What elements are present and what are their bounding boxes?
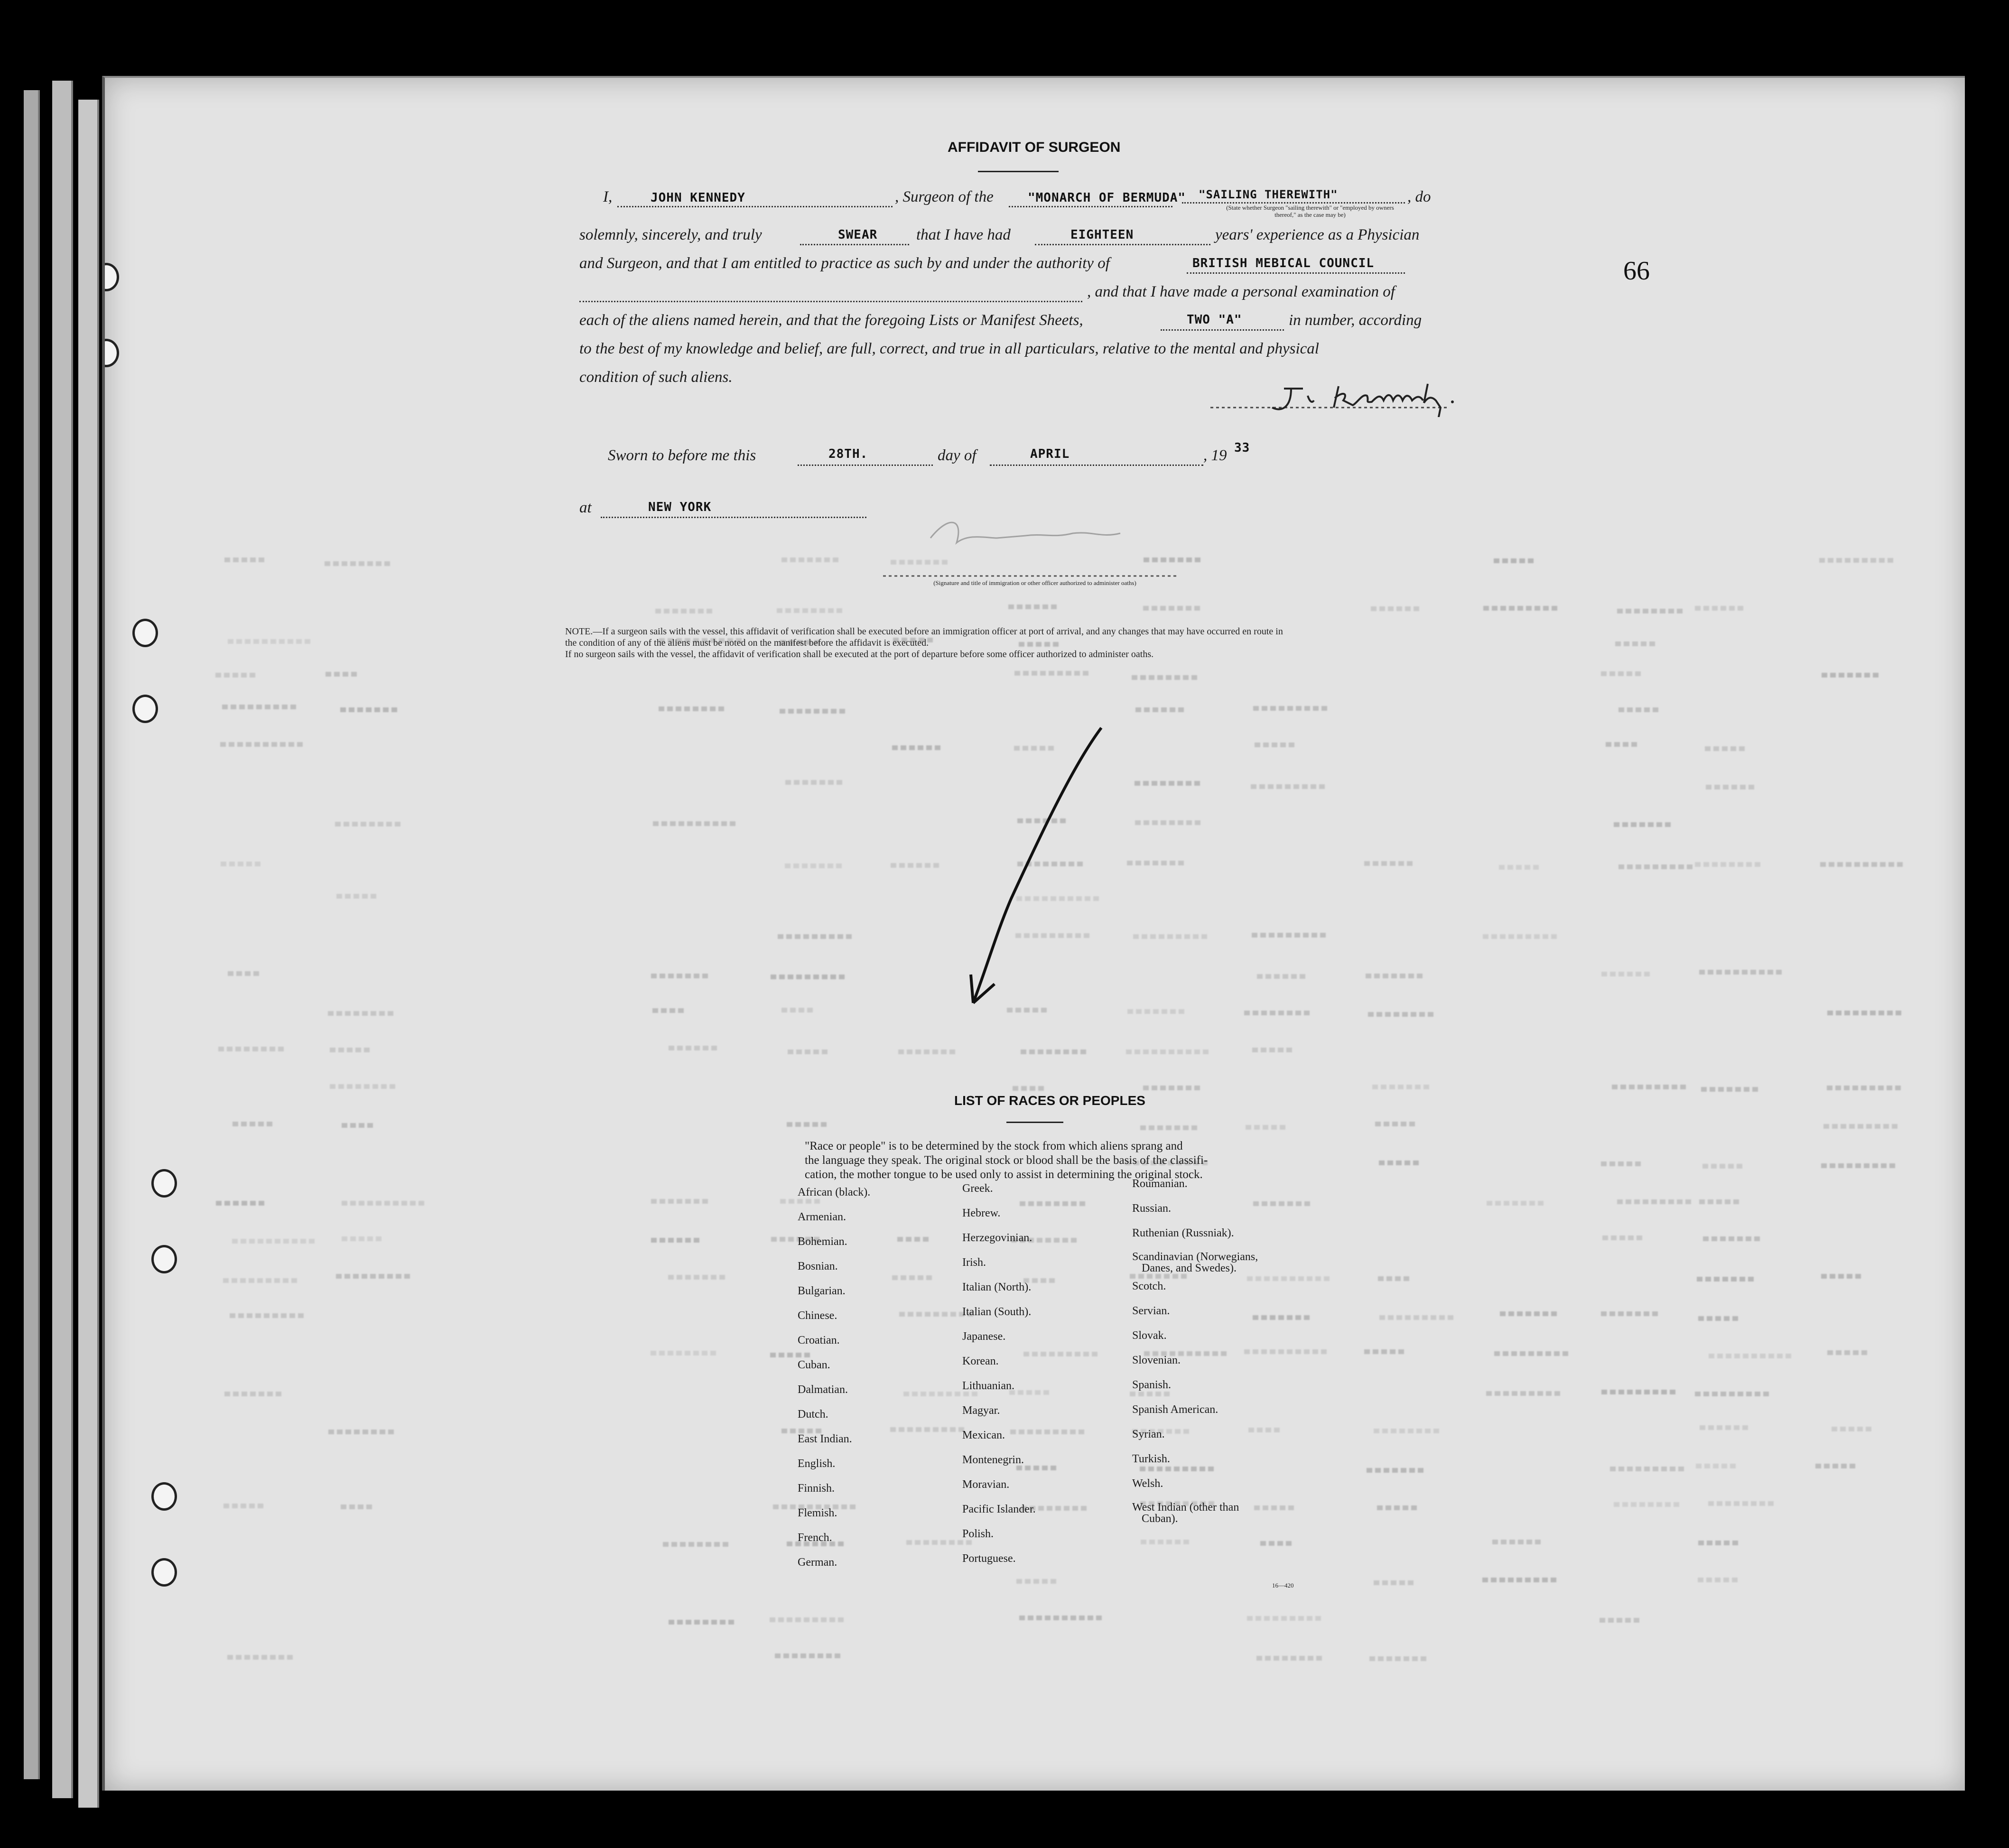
races-intro-line: cation, the mother tongue to be used only to assist in determining the original stock.	[805, 1168, 1203, 1181]
dotted-line	[617, 206, 893, 207]
bleed-through-mark	[1379, 1161, 1422, 1165]
affidavit-note	[565, 626, 1283, 660]
text-day-of: day of	[938, 447, 977, 464]
bleed-through-mark	[233, 1122, 275, 1126]
races-column-3	[1132, 1171, 1258, 1524]
punch-hole	[132, 619, 158, 647]
bleed-through-mark	[228, 639, 313, 644]
race-item: Moravian.	[962, 1478, 1010, 1491]
bleed-through-mark	[1141, 1540, 1192, 1544]
sworn-place: NEW YORK	[648, 500, 712, 514]
sworn-day: 28TH.	[828, 447, 868, 461]
race-item: Italian (South).	[962, 1306, 1032, 1318]
race-item: Greek.	[962, 1182, 993, 1195]
years-experience: EIGHTEEN	[1070, 228, 1134, 242]
bleed-through-mark	[1614, 1502, 1682, 1507]
bleed-through-mark	[1820, 862, 1906, 867]
bleed-through-mark	[1126, 1049, 1211, 1054]
bleed-through-mark	[1500, 1311, 1560, 1316]
bleed-through-mark	[1371, 606, 1422, 611]
punch-hole	[102, 339, 119, 367]
bleed-through-mark	[341, 1504, 375, 1509]
race-item: Lithuanian.	[962, 1380, 1014, 1392]
race-item: Cuban).	[1142, 1513, 1178, 1525]
punch-hole	[102, 263, 119, 291]
arrow-mark	[959, 718, 1111, 1098]
text-authority: and Surgeon, and that I am entitled to practice as such by and under the authority of	[579, 255, 1110, 272]
officer-signature-caption: (Signature and title of immigration or other officer authorized to administer oaths)	[933, 579, 1136, 586]
bleed-through-mark	[1364, 861, 1415, 866]
bleed-through-mark	[651, 1238, 702, 1243]
bleed-through-mark	[1252, 1048, 1295, 1052]
licensing-authority: BRITISH MEBICAL COUNCIL	[1192, 256, 1375, 270]
bleed-through-mark	[1702, 1164, 1745, 1169]
bleed-through-mark	[223, 1278, 300, 1283]
bleed-through-mark	[336, 1274, 413, 1279]
bleed-through-mark	[224, 1392, 284, 1396]
bleed-through-mark	[223, 1504, 266, 1508]
races-intro-line: the language they speak. The original stock or blood shall be the basis of the classifi-	[805, 1154, 1208, 1167]
race-item: Servian.	[1132, 1305, 1170, 1317]
bleed-through-mark	[1492, 1540, 1544, 1544]
bleed-through-mark	[1610, 1467, 1687, 1471]
bleed-through-mark	[1483, 934, 1560, 939]
punch-hole	[151, 1482, 177, 1511]
title-underline	[978, 171, 1059, 172]
race-item: French.	[798, 1532, 832, 1544]
race-item: Korean.	[962, 1355, 999, 1367]
bleed-through-mark	[1697, 1277, 1757, 1282]
race-item: Dutch.	[798, 1408, 828, 1421]
bleed-through-mark	[1253, 1201, 1313, 1206]
text-do: , do	[1407, 188, 1431, 205]
bleed-through-mark	[1487, 1201, 1546, 1206]
race-item: Dalmatian.	[798, 1384, 848, 1396]
race-item: Flemish.	[798, 1507, 837, 1519]
bleed-through-mark	[1698, 1578, 1740, 1582]
manifest-page	[102, 76, 1965, 1791]
race-item: Japanese.	[962, 1330, 1006, 1343]
surgeon-status: "SAILING THEREWITH"	[1199, 188, 1338, 201]
page-edge	[52, 81, 73, 1798]
sworn-year: 33	[1234, 441, 1250, 455]
bleed-through-mark	[669, 1046, 720, 1050]
bleed-through-mark	[1143, 1086, 1203, 1090]
punch-hole	[151, 1245, 177, 1273]
race-item: Bulgarian.	[798, 1285, 846, 1297]
bleed-through-mark	[342, 1201, 427, 1206]
bleed-through-mark	[1377, 1505, 1420, 1510]
text-years-experience: years' experience as a Physician	[1215, 226, 1420, 243]
race-item: English.	[798, 1458, 836, 1470]
bleed-through-mark	[1832, 1427, 1874, 1431]
bleed-through-mark	[775, 1653, 843, 1658]
surgeon-name: JOHN KENNEDY	[651, 191, 745, 205]
race-item: Slovenian.	[1132, 1354, 1181, 1366]
race-item: Portuguese.	[962, 1552, 1016, 1565]
bleed-through-mark	[1135, 707, 1187, 712]
bleed-through-mark	[1253, 706, 1330, 711]
races-intro-line: "Race or people" is to be determined by the stock from which aliens sprang and	[805, 1140, 1183, 1152]
bleed-through-mark	[1494, 558, 1536, 563]
bleed-through-mark	[659, 706, 727, 711]
sworn-month: APRIL	[1030, 447, 1070, 461]
manifest-sheet-count: TWO "A"	[1187, 313, 1242, 327]
race-item: German.	[798, 1556, 837, 1569]
race-item: Cuban.	[798, 1359, 830, 1371]
bleed-through-mark	[326, 672, 360, 677]
race-item: Danes, and Swedes).	[1142, 1262, 1237, 1274]
bleed-through-mark	[330, 1048, 372, 1052]
bleed-through-mark	[1695, 1392, 1772, 1396]
text-sworn: Sworn to before me this	[608, 447, 756, 464]
bleed-through-mark	[1695, 862, 1763, 867]
bleed-through-mark	[1823, 1124, 1900, 1129]
text-best-knowledge: to the best of my knowledge and belief, are full, correct, and true in all particulars, relative to the mental and physical	[579, 340, 1319, 357]
bleed-through-mark	[1821, 1274, 1864, 1279]
punch-hole	[151, 1169, 177, 1198]
bleed-through-mark	[1257, 974, 1308, 979]
bleed-through-mark	[1132, 675, 1200, 680]
bleed-through-mark	[220, 742, 306, 747]
bleed-through-mark	[652, 1008, 687, 1013]
race-item: Herzegovinian.	[962, 1232, 1032, 1244]
text-aliens-named: each of the aliens named herein, and that the foregoing Lists or Manifest Sheets,	[579, 312, 1083, 329]
race-item: Chinese.	[798, 1309, 837, 1322]
note-line: NOTE.—If a surgeon sails with the vessel, this affidavit of verification shall be executed before an immigration officer at port of arrival, and any changes that may have occurred en route in	[565, 626, 1283, 637]
page-number: 66	[1623, 256, 1650, 286]
bleed-through-mark	[1379, 1315, 1456, 1320]
bleed-through-mark	[770, 1617, 846, 1622]
race-item: Croatian.	[798, 1334, 840, 1347]
race-item: Scotch.	[1132, 1280, 1166, 1292]
bleed-through-mark	[785, 780, 845, 785]
bleed-through-mark	[1251, 784, 1328, 789]
bleed-through-mark	[1696, 1464, 1739, 1468]
races-column-2	[962, 1176, 1036, 1571]
bleed-through-mark	[1143, 606, 1203, 611]
bleed-through-mark	[1601, 1311, 1661, 1316]
oath-type: SWEAR	[838, 228, 878, 242]
race-item: Armenian.	[798, 1211, 846, 1223]
bleed-through-mark	[785, 864, 845, 868]
bleed-through-mark	[1617, 609, 1685, 613]
race-item: Finnish.	[798, 1482, 835, 1495]
dotted-line	[1035, 244, 1210, 245]
bleed-through-mark	[1499, 865, 1542, 870]
punch-hole	[132, 695, 158, 723]
bleed-through-mark	[1827, 1350, 1870, 1355]
race-item: West Indian (other than	[1132, 1501, 1239, 1514]
bleed-through-mark	[1482, 1578, 1559, 1582]
bleed-through-mark	[651, 1351, 719, 1356]
bleed-through-mark	[1372, 1085, 1432, 1089]
bleed-through-mark	[653, 821, 738, 826]
text-at: at	[579, 499, 592, 516]
bleed-through-mark	[1602, 1235, 1645, 1240]
bleed-through-mark	[222, 705, 299, 709]
text-19: , 19	[1203, 447, 1227, 464]
race-item: Syrian.	[1132, 1428, 1165, 1440]
bleed-through-mark	[1140, 1125, 1200, 1130]
text-solemnly: solemnly, sincerely, and truly	[579, 226, 762, 243]
race-item: Turkish.	[1132, 1453, 1170, 1465]
bleed-through-mark	[778, 934, 855, 939]
bleed-through-mark	[1699, 970, 1785, 975]
bleed-through-mark	[897, 1237, 931, 1242]
bleed-through-mark	[898, 1049, 958, 1054]
dotted-line	[800, 244, 909, 245]
bleed-through-mark	[651, 1199, 711, 1204]
race-item: Magyar.	[962, 1404, 1000, 1417]
race-item: Irish.	[962, 1256, 986, 1269]
bleed-through-mark	[1821, 1163, 1898, 1168]
bleed-through-mark	[336, 894, 379, 899]
bleed-through-mark	[777, 608, 845, 613]
bleed-through-mark	[655, 609, 715, 613]
bleed-through-mark	[781, 557, 841, 562]
bleed-through-mark	[224, 557, 267, 562]
bleed-through-mark	[1700, 1425, 1751, 1430]
bleed-through-mark	[1244, 1011, 1312, 1015]
note-line: If no surgeon sails with the vessel, the affidavit of verification shall be executed at the port of departure before some officer authorized to administer oaths.	[565, 649, 1154, 659]
bleed-through-mark	[1252, 933, 1329, 938]
ship-name: "MONARCH OF BERMUDA"	[1028, 191, 1186, 205]
bleed-through-mark	[1014, 671, 1091, 676]
page-edge	[78, 100, 99, 1808]
bleed-through-mark	[1617, 1199, 1694, 1204]
bleed-through-mark	[1601, 1390, 1678, 1394]
bleed-through-mark	[230, 1313, 307, 1318]
race-item: Bohemian.	[798, 1235, 847, 1248]
text-condition: condition of such aliens.	[579, 369, 733, 386]
race-item: Hebrew.	[962, 1207, 1001, 1219]
bleed-through-mark	[1701, 1087, 1761, 1092]
bleed-through-mark	[1260, 1541, 1294, 1546]
bleed-through-mark	[1008, 604, 1060, 609]
bleed-through-mark	[1368, 1012, 1436, 1017]
bleed-through-mark	[892, 745, 943, 750]
bleed-through-mark	[651, 974, 711, 978]
bleed-through-mark	[787, 1122, 829, 1127]
bleed-through-mark	[1247, 1276, 1332, 1281]
bleed-through-mark	[1127, 861, 1187, 865]
bleed-through-mark	[771, 975, 847, 979]
bleed-through-mark	[1706, 785, 1757, 789]
bleed-through-mark	[1494, 1351, 1571, 1356]
bleed-through-mark	[1827, 1011, 1904, 1015]
bleed-through-mark	[1256, 1656, 1325, 1661]
bleed-through-mark	[1601, 972, 1653, 976]
bleed-through-mark	[215, 673, 258, 678]
race-item: Welsh.	[1132, 1477, 1163, 1490]
bleed-through-mark	[1822, 673, 1881, 678]
bleed-through-mark	[1019, 1616, 1105, 1620]
race-item: Polish.	[962, 1528, 994, 1540]
text-personal-exam: , and that I have made a personal examination of	[1087, 283, 1395, 300]
bleed-through-mark	[780, 709, 848, 714]
affidavit-title: AFFIDAVIT OF SURGEON	[948, 139, 1121, 155]
bleed-through-mark	[1618, 864, 1695, 869]
race-item: Spanish.	[1132, 1379, 1172, 1391]
bleed-through-mark	[1606, 742, 1640, 747]
bleed-through-mark	[1375, 1122, 1418, 1126]
bleed-through-mark	[1369, 1656, 1429, 1661]
race-item: Russian.	[1132, 1202, 1172, 1215]
race-item: Slovak.	[1132, 1329, 1167, 1342]
bleed-through-mark	[328, 1430, 397, 1434]
bleed-through-mark	[1483, 606, 1560, 611]
bleed-through-mark	[1618, 707, 1661, 712]
bleed-through-mark	[1135, 820, 1203, 825]
text-in-number: in number, according	[1289, 312, 1422, 329]
page-edge	[24, 90, 40, 1779]
bleed-through-mark	[340, 707, 400, 712]
bleed-through-mark	[1374, 1429, 1442, 1433]
text-that-i-have-had: that I have had	[916, 226, 1011, 243]
bleed-through-mark	[232, 1239, 317, 1244]
races-title: LIST OF RACES OR PEOPLES	[954, 1093, 1145, 1108]
bleed-through-mark	[1827, 1086, 1904, 1090]
races-underline	[1006, 1122, 1063, 1123]
bleed-through-mark	[1366, 974, 1425, 978]
bleed-through-mark	[342, 1123, 376, 1128]
race-item: Scandinavian (Norwegians,	[1132, 1251, 1258, 1263]
bleed-through-mark	[1615, 641, 1658, 646]
bleed-through-mark	[228, 971, 262, 976]
dotted-line	[1161, 329, 1284, 331]
bleed-through-mark	[1698, 1316, 1741, 1321]
race-item: Roumanian.	[1132, 1178, 1188, 1190]
bleed-through-mark	[892, 1275, 935, 1280]
bleed-through-mark	[891, 863, 942, 868]
dotted-line	[1187, 272, 1405, 274]
bleed-through-mark	[1601, 1161, 1644, 1166]
bleed-through-mark	[890, 1427, 967, 1432]
bleed-through-mark	[335, 822, 403, 826]
officer-signature	[874, 505, 1215, 581]
race-item: Ruthenian (Russniak).	[1132, 1227, 1234, 1239]
bleed-through-mark	[1253, 1315, 1312, 1320]
bleed-through-mark	[1374, 1580, 1416, 1585]
bleed-through-mark	[1709, 1354, 1794, 1358]
bleed-through-mark	[1246, 1125, 1288, 1130]
bleed-through-mark	[1612, 1085, 1689, 1089]
bleed-through-mark	[330, 1084, 398, 1089]
bleed-through-mark	[1247, 1616, 1324, 1621]
bleed-through-mark	[1819, 558, 1896, 563]
bleed-through-mark	[216, 1201, 267, 1206]
bleed-through-mark	[1705, 746, 1748, 751]
bleed-through-mark	[669, 1620, 737, 1625]
bleed-through-mark	[342, 1236, 384, 1241]
bleed-through-mark	[1601, 671, 1644, 676]
bleed-through-mark	[1486, 1391, 1563, 1396]
race-item: Pacific Islander.	[962, 1503, 1036, 1515]
bleed-through-mark	[781, 1008, 816, 1012]
bleed-through-mark	[1367, 1468, 1426, 1473]
bleed-through-mark	[1600, 1618, 1642, 1623]
race-item: Montenegrin.	[962, 1454, 1024, 1466]
dotted-line	[990, 464, 1203, 466]
dotted-line	[579, 301, 1082, 302]
bleed-through-mark	[788, 1049, 830, 1054]
text-surgeon-of: , Surgeon of the	[895, 188, 994, 205]
text-i: I,	[603, 188, 613, 205]
dotted-line	[798, 464, 933, 466]
bleed-through-mark	[663, 1542, 731, 1547]
bleed-through-mark	[221, 862, 263, 866]
bleed-through-mark	[1127, 1009, 1187, 1014]
bleed-through-mark	[1135, 781, 1203, 786]
bleed-through-mark	[1703, 1236, 1763, 1241]
bleed-through-mark	[328, 1011, 396, 1016]
bleed-through-mark	[1698, 1541, 1741, 1545]
bleed-through-mark	[1695, 606, 1746, 611]
bleed-through-mark	[227, 1655, 296, 1660]
dotted-line	[1182, 202, 1405, 204]
bleed-through-mark	[1254, 1505, 1297, 1510]
race-item: Bosnian.	[798, 1260, 838, 1272]
bleed-through-mark	[1699, 1199, 1742, 1204]
bleed-through-mark	[1364, 1349, 1407, 1354]
bleed-through-mark	[1255, 743, 1297, 747]
race-item: African (black).	[798, 1186, 871, 1198]
surgeon-signature	[1201, 374, 1590, 417]
race-item: Mexican.	[962, 1429, 1005, 1441]
dotted-line	[1009, 206, 1172, 207]
bleed-through-mark	[1708, 1501, 1776, 1506]
bleed-through-mark	[1016, 1579, 1059, 1584]
race-item: Italian (North).	[962, 1281, 1032, 1293]
bleed-through-mark	[1614, 822, 1674, 827]
punch-hole	[151, 1558, 177, 1587]
bleed-through-mark	[218, 1047, 287, 1051]
status-note: (State whether Surgeon "sailing therewith" or "employed by owners thereof," as the case may be)	[1226, 204, 1394, 218]
bleed-through-mark	[1133, 934, 1210, 939]
form-number: 16—420	[1272, 1582, 1294, 1589]
bleed-through-mark	[668, 1275, 728, 1280]
races-column-1	[798, 1180, 870, 1575]
race-item: Spanish American.	[1132, 1403, 1218, 1416]
bleed-through-mark	[1815, 1464, 1858, 1468]
note-line: the condition of any of the aliens must be noted on the manifest before the affidavit is executed.	[565, 638, 929, 648]
race-item: East Indian.	[798, 1433, 852, 1445]
dotted-line	[601, 517, 866, 518]
bleed-through-mark	[325, 561, 393, 566]
bleed-through-mark	[1378, 1276, 1412, 1281]
